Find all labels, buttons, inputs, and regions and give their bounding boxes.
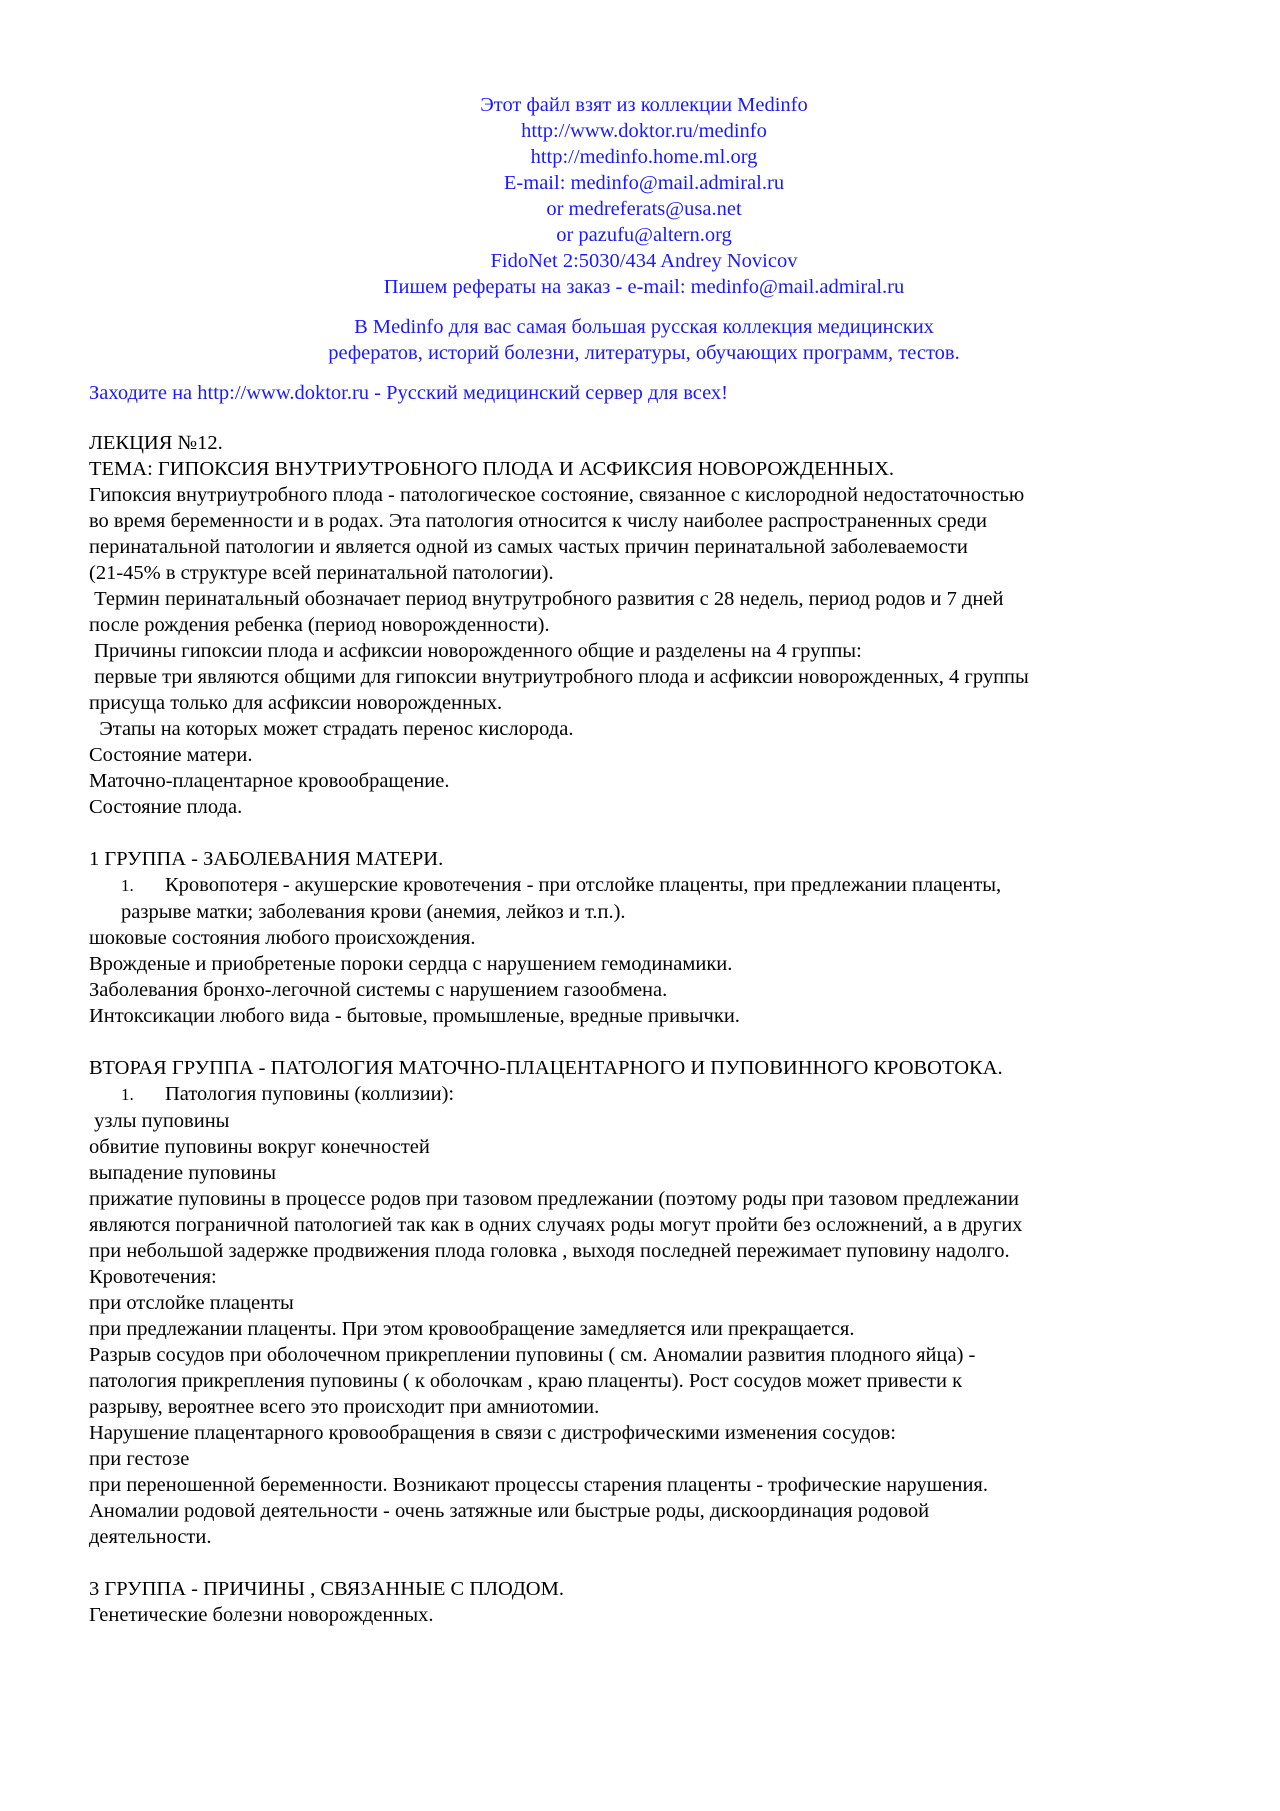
intro-line: Маточно-плацентарное кровообращение. xyxy=(89,770,450,792)
intro-line: Причины гипоксии плода и асфиксии новорожденного общие и разделены на 4 группы: xyxy=(89,640,862,662)
header-link[interactable]: http://medinfo.home.ml.org xyxy=(530,146,758,168)
header-email[interactable]: or medreferats@usa.net xyxy=(546,198,742,220)
group2-line: разрыву, вероятнее всего это происходит при амниотомии. xyxy=(89,1396,600,1418)
promo-line: В Medinfo для вас самая большая русская коллекция медицинских xyxy=(354,316,934,338)
header-link[interactable]: http://www.doktor.ru/medinfo xyxy=(521,120,767,142)
header-order[interactable]: Пишем рефераты на заказ - e-mail: medinfo@mail.admiral.ru xyxy=(383,276,905,298)
header-email[interactable]: E-mail: medinfo@mail.admiral.ru xyxy=(503,172,785,194)
intro-line: (21-45% в структуре всей перинатальной патологии). xyxy=(89,562,554,584)
group2-line: при предлежании плаценты. При этом кровообращение замедляется или прекращается. xyxy=(89,1318,855,1340)
group2-line: прижатие пуповины в процессе родов при тазовом предлежании (поэтому роды при тазовом предлежании xyxy=(89,1188,1019,1210)
group2-line: обвитие пуповины вокруг конечностей xyxy=(89,1136,430,1158)
group2-line: узлы пуповины xyxy=(89,1110,230,1132)
group2-line: являются пограничной патологией так как в одних случаях роды могут пройти без осложнений, а в других xyxy=(89,1214,1023,1236)
visit-link[interactable]: Заходите на http://www.doktor.ru - Русский медицинский сервер для всех! xyxy=(89,382,729,404)
intro-line: Этапы на которых может страдать перенос кислорода. xyxy=(89,718,574,740)
group3-line: Генетические болезни новорожденных. xyxy=(89,1604,434,1626)
header-email[interactable]: or pazufu@altern.org xyxy=(556,224,732,246)
intro-line: после рождения ребенка (период новорожденности). xyxy=(89,614,550,636)
intro-line: первые три являются общими для гипоксии внутриутробного плода и асфиксии новорожденных, 4 группы xyxy=(89,666,1029,688)
list-item-text: Кровопотеря - акушерские кровотечения - при отслойке плаценты, при предлежании плаценты, xyxy=(165,874,1002,896)
group2-line: при переношенной беременности. Возникают процессы старения плаценты - трофические нарушения. xyxy=(89,1474,988,1496)
group2-line: Аномалии родовой деятельности - очень затяжные или быстрые роды, дискоординация родовой xyxy=(89,1500,930,1522)
group2-line: Нарушение плацентарного кровообращения в связи с дистрофическими изменения сосудов: xyxy=(89,1422,896,1444)
group1-line: Интоксикации любого вида - бытовые, промышленые, вредные привычки. xyxy=(89,1005,740,1027)
group2-line: при отслойке плаценты xyxy=(89,1292,294,1314)
group2-line: выпадение пуповины xyxy=(89,1162,277,1184)
medinfo-header xyxy=(89,92,1199,366)
list-item xyxy=(89,872,1199,899)
group3-section xyxy=(89,1576,1199,1628)
group1-section xyxy=(89,846,1199,1029)
intro-line: во время беременности и в родах. Эта патология относится к числу наиболее распространенных среди xyxy=(89,510,987,532)
group3-title: 3 ГРУППА - ПРИЧИНЫ , СВЯЗАННЫЕ С ПЛОДОМ. xyxy=(89,1578,564,1600)
header-fidonet: FidoNet 2:5030/434 Andrey Novicov xyxy=(490,250,798,272)
group1-line: Врожденые и приобретеные пороки сердца с нарушением гемодинамики. xyxy=(89,953,733,975)
list-item-text: Патология пуповины (коллизии): xyxy=(165,1083,455,1105)
intro-line: перинатальной патологии и является одной из самых частых причин перинатальной заболеваемости xyxy=(89,536,968,558)
group2-line: Кровотечения: xyxy=(89,1266,217,1288)
lecture-number: ЛЕКЦИЯ №12. xyxy=(89,432,223,454)
intro-line: Термин перинатальный обозначает период внутрутробного развития с 28 недель, период родов и 7 дней xyxy=(89,588,1004,610)
group2-line: Разрыв сосудов при оболочечном прикреплении пуповины ( см. Аномалии развития плодного яйца) - xyxy=(89,1344,976,1366)
group1-line: Заболевания бронхо-легочной системы с нарушением газообмена. xyxy=(89,979,668,1001)
group1-title: 1 ГРУППА - ЗАБОЛЕВАНИЯ МАТЕРИ. xyxy=(89,848,444,870)
list-number: 1. xyxy=(121,1085,134,1104)
intro-line: Состояние матери. xyxy=(89,744,253,766)
group2-line: при небольшой задержке продвижения плода головка , выходя последней пережимает пуповину надолго. xyxy=(89,1240,1010,1262)
intro-line: присуща только для асфиксии новорожденных. xyxy=(89,692,503,714)
list-item-text: разрыве матки; заболевания крови (анемия, лейкоз и т.п.). xyxy=(121,901,626,923)
header-line: Этот файл взят из коллекции Medinfo xyxy=(480,94,808,116)
group2-line: деятельности. xyxy=(89,1526,212,1548)
intro-line: Гипоксия внутриутробного плода - патологическое состояние, связанное с кислородной недостаточностью xyxy=(89,484,1025,506)
promo-line: рефератов, историй болезни, литературы, обучающих программ, тестов. xyxy=(328,342,960,364)
list-number: 1. xyxy=(121,876,134,895)
group2-section xyxy=(89,1055,1199,1550)
lecture-topic: ТЕМА: ГИПОКСИЯ ВНУТРИУТРОБНОГО ПЛОДА И АСФИКСИЯ НОВОРОЖДЕННЫХ. xyxy=(89,458,895,480)
lecture-section xyxy=(89,430,1199,820)
group1-line: шоковые состояния любого происхождения. xyxy=(89,927,476,949)
group2-line: при гестозе xyxy=(89,1448,190,1470)
group2-line: патология прикрепления пуповины ( к оболочкам , краю плаценты). Рост сосудов может привести к xyxy=(89,1370,963,1392)
list-item xyxy=(89,1081,1199,1108)
intro-line: Состояние плода. xyxy=(89,796,243,818)
document-page xyxy=(89,92,1199,1628)
group2-title: ВТОРАЯ ГРУППА - ПАТОЛОГИЯ МАТОЧНО-ПЛАЦЕНТАРНОГО И ПУПОВИННОГО КРОВОТОКА. xyxy=(89,1057,1003,1079)
